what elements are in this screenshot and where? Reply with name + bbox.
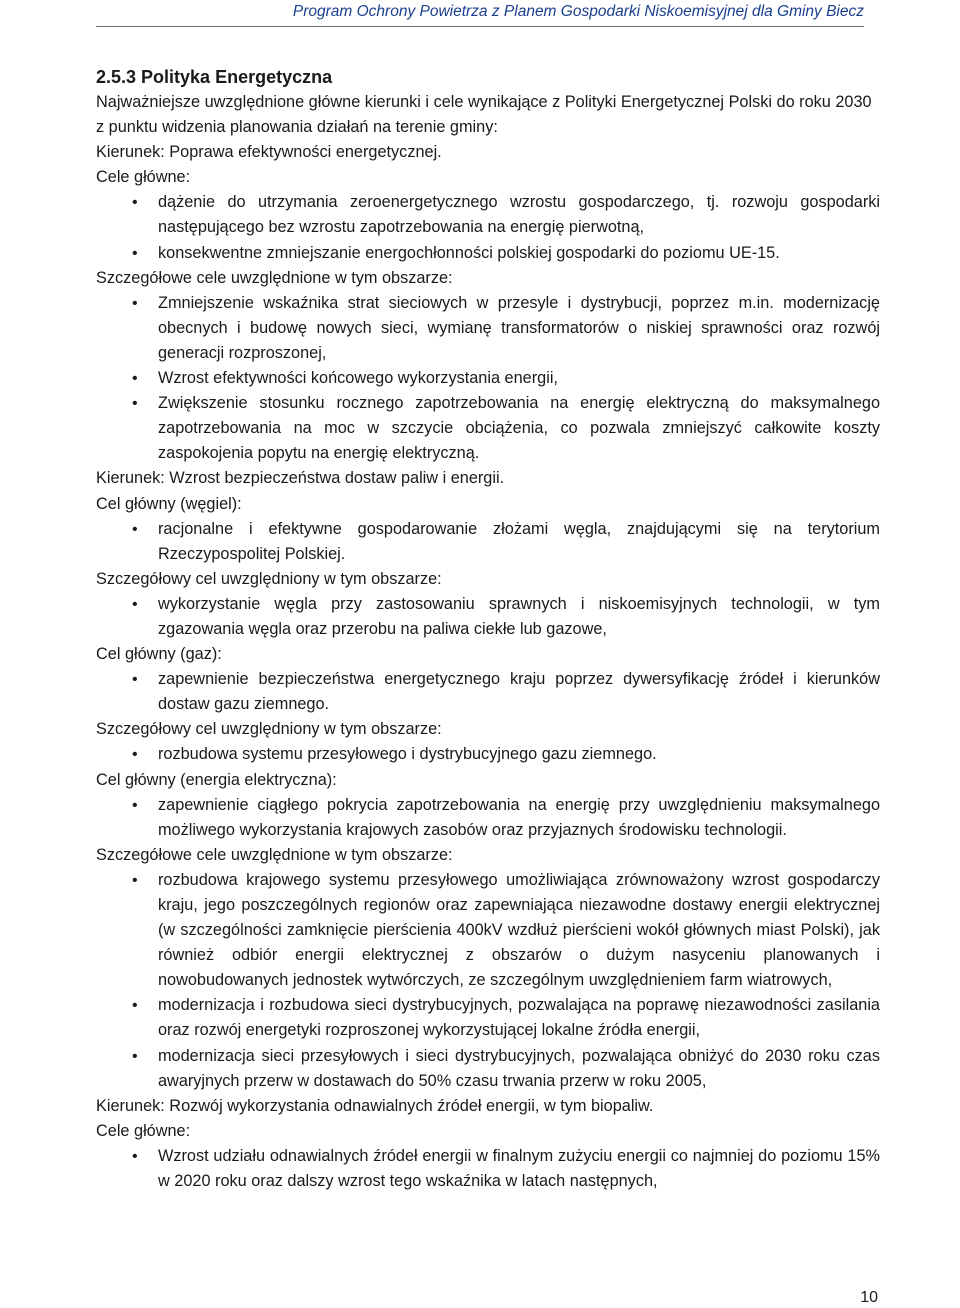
list-item: • zapewnienie ciągłego pokrycia zapotrzebowania na energię przy uwzględnieniu maksymalnego możliwego wykorzystania krajowych zasobów oraz przyjaznych środowisku technologii. xyxy=(96,793,880,843)
section-intro: Najważniejsze uwzględnione główne kierunki i cele wynikające z Polityki Energetycznej Polski do roku 2030 z punktu widzenia planowania działań na terenie gminy: xyxy=(96,93,872,137)
bullet-list xyxy=(96,868,880,1094)
list-item: • modernizacja i rozbudowa sieci dystrybucyjnych, pozwalająca na poprawę niezawodności zasilania oraz rozwój energetyki rozproszonej wykorzystującej lokalne źródła energii, xyxy=(96,993,880,1043)
bullet-list xyxy=(96,190,880,265)
list-item: • rozbudowa systemu przesyłowego i dystrybucyjnego gazu ziemnego. xyxy=(96,742,880,767)
list-item: • Wzrost efektywności końcowego wykorzystania energii, xyxy=(96,366,880,391)
detailed-goals-label: Szczegółowe cele uwzględnione w tym obszarze: xyxy=(96,268,453,287)
section-heading: 2.5.3 Polityka Energetyczna xyxy=(96,67,333,87)
goals-label: Cel główny (energia elektryczna): xyxy=(96,770,337,789)
list-item: • rozbudowa krajowego systemu przesyłowego umożliwiająca zrównoważony wzrost gospodarczy kraju, jego poszczególnych regionów oraz zapewniająca niezawodne dostawy energii elektrycznej (w szczególności zamknięcie pierścienia 400kV wzdłuż pierścieni wokół głównych miast Polski), jak również odbiór energii elektrycznej z obszarów o dużym nasyceniu planowanych i nowobudowanych jednostek wytwórczych, ze szczególnym uwzględnieniem farm wiatrowych, xyxy=(96,868,880,993)
list-item: • modernizacja sieci przesyłowych i sieci dystrybucyjnych, pozwalająca obniżyć do 2030 roku czas awaryjnych przerw w dostawach do 50% czasu trwania przerw w roku 2005, xyxy=(96,1044,880,1094)
goals-label: Cele główne: xyxy=(96,168,191,187)
direction-title: Kierunek: Poprawa efektywności energetycznej. xyxy=(96,143,442,162)
bullet-list xyxy=(96,517,880,567)
list-item: • Wzrost udziału odnawialnych źródeł energii w finalnym zużyciu energii co najmniej do poziomu 15% w 2020 roku oraz dalszy wzrost tego wskaźnika w latach następnych, xyxy=(96,1144,880,1194)
bullet-list xyxy=(96,1144,880,1194)
detailed-goals-label: Szczegółowy cel uwzględniony w tym obszarze: xyxy=(96,569,442,588)
goals-label: Cel główny (węgiel): xyxy=(96,494,242,513)
header-divider xyxy=(96,26,864,27)
list-item: • Zwiększenie stosunku rocznego zapotrzebowania na energię elektryczną do maksymalnego zapotrzebowania na moc w szczycie obciążenia, co pozwala zmniejszyć całkowite koszty zaspokojenia popytu na energię elektryczną. xyxy=(96,391,880,466)
list-item: • wykorzystanie węgla przy zastosowaniu sprawnych i niskoemisyjnych technologii, w tym zgazowania węgla oraz przerobu na paliwa ciekłe lub gazowe, xyxy=(96,592,880,642)
detailed-goals-label: Szczegółowy cel uwzględniony w tym obszarze: xyxy=(96,720,442,739)
detailed-goals-label: Szczegółowe cele uwzględnione w tym obszarze: xyxy=(96,845,453,864)
list-item: • zapewnienie bezpieczeństwa energetycznego kraju poprzez dywersyfikację źródeł i kierunków dostaw gazu ziemnego. xyxy=(96,667,880,717)
list-item: • racjonalne i efektywne gospodarowanie złożami węgla, znajdującymi się na terytorium Rzeczypospolitej Polskiej. xyxy=(96,517,880,567)
list-item: • Zmniejszenie wskaźnika strat sieciowych w przesyle i dystrybucji, poprzez m.in. modernizację obecnych i budowę nowych sieci, wymianę transformatorów o niskiej sprawności oraz rozwój generacji rozproszonej, xyxy=(96,291,880,366)
goals-label: Cele główne: xyxy=(96,1121,191,1140)
list-item: • dążenie do utrzymania zeroenergetycznego wzrostu gospodarczego, tj. rozwoju gospodarki następującego bez wzrostu zapotrzebowania na energię pierwotną, xyxy=(96,190,880,240)
bullet-list xyxy=(96,592,880,642)
bullet-list xyxy=(96,742,880,767)
bullet-list xyxy=(96,793,880,843)
direction-title: Kierunek: Wzrost bezpieczeństwa dostaw paliw i energii. xyxy=(96,469,505,488)
document-body xyxy=(96,64,880,1194)
page-number: 10 xyxy=(860,1289,878,1306)
bullet-list xyxy=(96,667,880,717)
page-header: Program Ochrony Powietrza z Planem Gospodarki Niskoemisyjnej dla Gminy Biecz xyxy=(292,3,864,20)
direction-title: Kierunek: Rozwój wykorzystania odnawialnych źródeł energii, w tym biopaliw. xyxy=(96,1096,654,1115)
goals-label: Cel główny (gaz): xyxy=(96,645,222,664)
bullet-list xyxy=(96,291,880,467)
list-item: • konsekwentne zmniejszanie energochłonności polskiej gospodarki do poziomu UE-15. xyxy=(96,241,880,266)
